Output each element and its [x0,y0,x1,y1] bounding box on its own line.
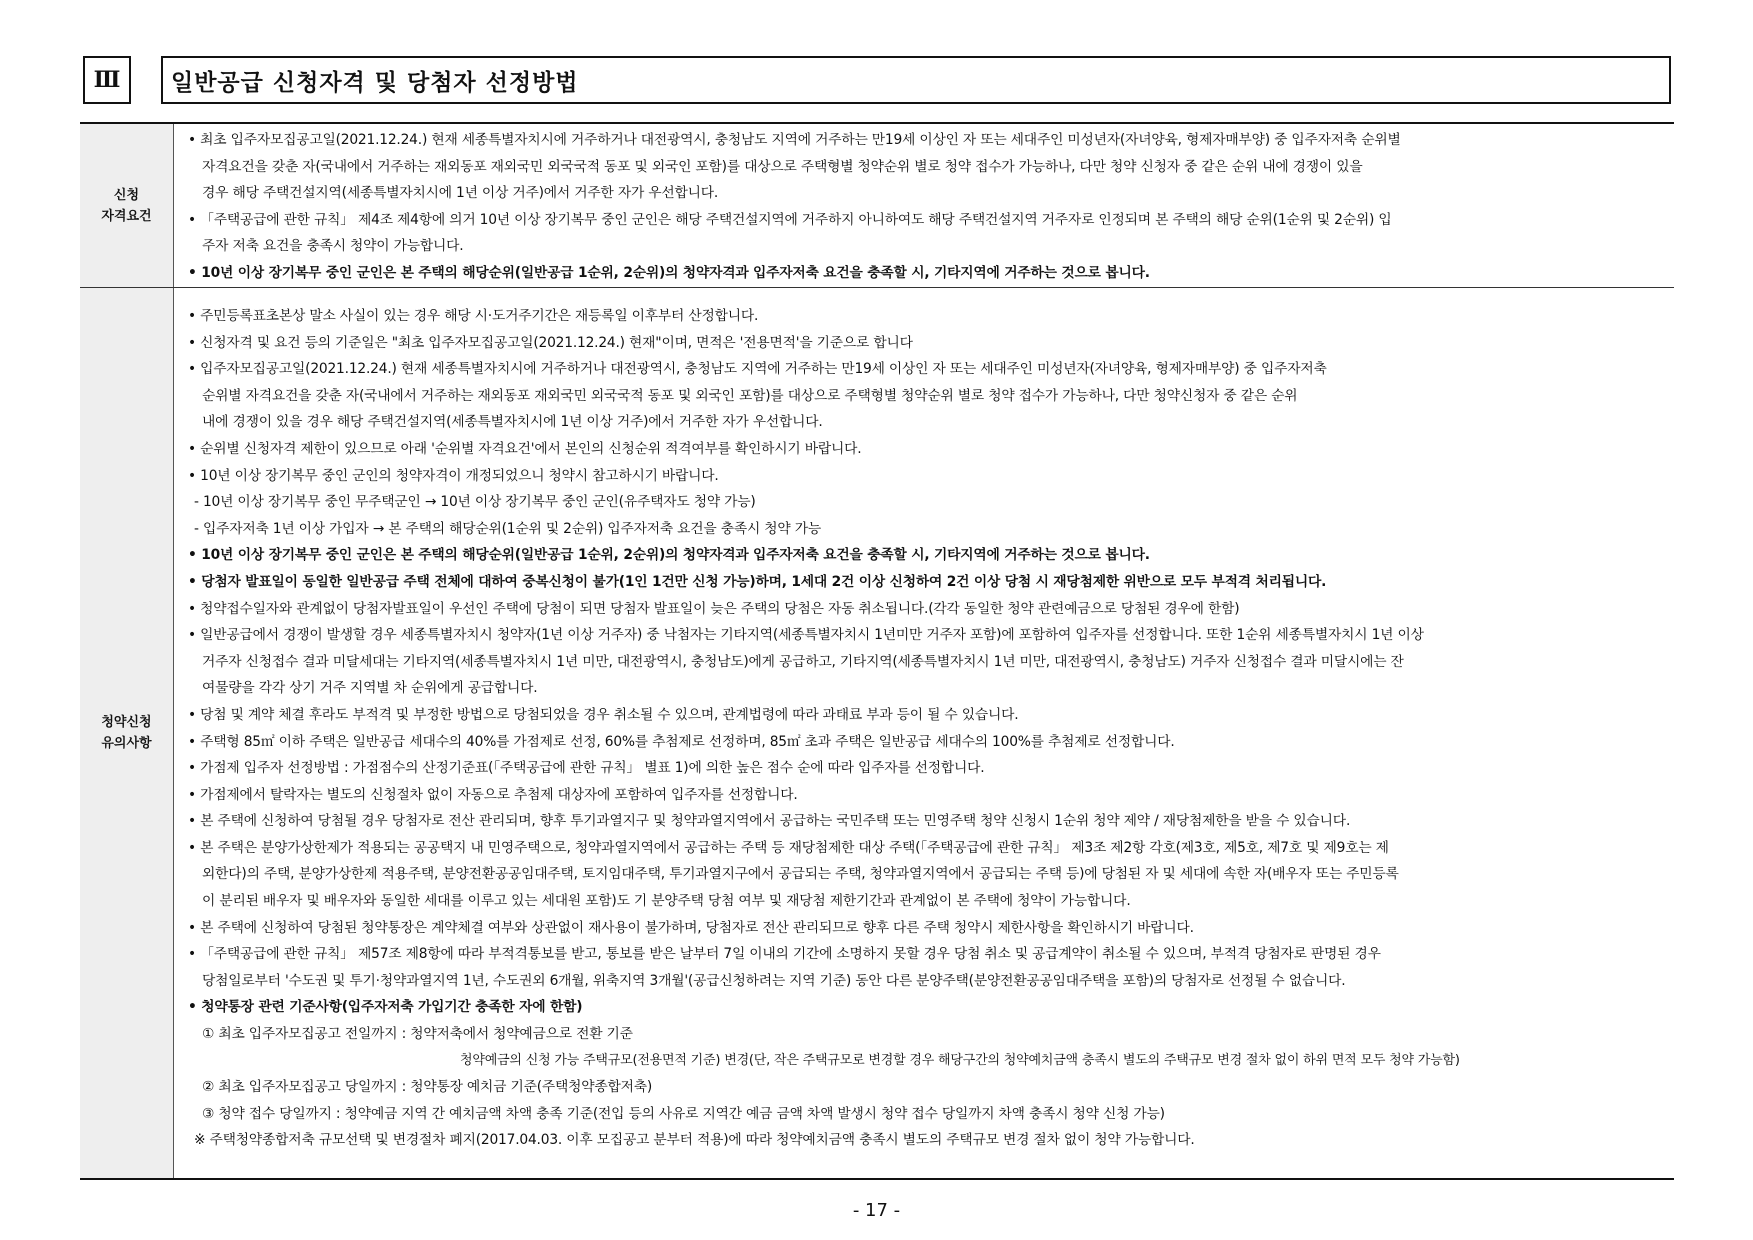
text-line: 당첨일로부터 '수도권 및 투기·청약과열지역 1년, 수도권외 6개월, 위축지역 3개월'(공급신청하려는 지역 기준) 동안 다른 분양주택(분양전환공공임대주택을 포함)의 당첨자로 선정될 수 없습니다. [202,972,1346,989]
text-line: • 본 주택에 신청하여 당첨될 경우 당첨자로 전산 관리되며, 향후 투기과열지구 및 청약과열지역에서 공급하는 국민주택 또는 민영주택 청약 신청시 1순위 청약 제약 / 재당첨제한을 받을 수 있습니다. [188,813,1351,830]
text-line-bold: • 청약통장 관련 기준사항(입주자저축 가입기간 충족한 자에 한함) [188,999,583,1016]
text-line-bold: • 당첨자 발표일이 동일한 일반공급 주택 전체에 대하여 중복신청이 불가(1인 1건만 신청 가능)하며, 1세대 2건 이상 신청하여 2건 이상 당첨 시 재당첨제한 위반으로 모두 부적격 처리됩니다. [188,573,1327,590]
text-line-bold: • 10년 이상 장기복무 중인 군인은 본 주택의 해당순위(일반공급 1순위, 2순위)의 청약자격과 입주자저축 요건을 충족할 시, 기타지역에 거주하는 것으로 봅니다. [188,547,1150,564]
text-line: ③ 청약 접수 당일까지 : 청약예금 지역 간 예치금액 차액 충족 기준(전입 등의 사유로 지역간 예금 금액 차액 발생시 청약 접수 당일까지 차액 충족시 청약 신청 가능) [202,1105,1165,1122]
text-line: • 순위별 신청자격 제한이 있으므로 아래 '순위별 자격요건'에서 본인의 신청순위 적격여부를 확인하시기 바랍니다. [188,440,862,457]
text-line: • 신청자격 및 요건 등의 기준일은 "최초 입주자모집공고일(2021.12.24.) 현재"이며, 면적은 '전용면적'을 기준으로 합니다 [188,334,913,351]
text-line: • 당첨 및 계약 체결 후라도 부적격 및 부정한 방법으로 당첨되었을 경우 취소될 수 있으며, 관계법령에 따라 과태료 부과 등이 될 수 있습니다. [188,706,1019,723]
label-line: 신청 [113,187,140,203]
text-line: 자격요건을 갖춘 자(국내에서 거주하는 재외동포 재외국민 외국국적 동포 및 외국인 포함)를 대상으로 주택형별 청약순위 별로 청약 접수가 가능하나, 다만 청약 신청자 중 같은 순위 내에 경쟁이 있을 [202,158,1363,175]
text-line: • 가점제 입주자 선정방법 : 가점점수의 산정기준표(「주택공급에 관한 규칙」 별표 1)에 의한 높은 점수 순에 따라 입주자를 선정합니다. [188,760,985,777]
text-line: • 입주자모집공고일(2021.12.24.) 현재 세종특별자치시에 거주하거나 대전광역시, 충청남도 지역에 거주하는 만19세 이상인 자 또는 세대주인 미성년자(자녀양육, 형제자매부양) 중 입주자저축 [188,361,1327,378]
text-line: - 10년 이상 장기복무 중인 무주택군인 → 10년 이상 장기복무 중인 군인(유주택자도 청약 가능) [194,494,756,511]
page-number: - 17 - [852,1200,901,1221]
table-top-rule [80,122,1674,124]
text-line-bold: • 10년 이상 장기복무 중인 군인은 본 주택의 해당순위(일반공급 1순위, 2순위)의 청약자격과 입주자저축 요건을 충족할 시, 기타지역에 거주하는 것으로 봅니다. [188,264,1150,281]
text-line: • 청약접수일자와 관계없이 당첨자발표일이 우선인 주택에 당첨이 되면 당첨자 발표일이 늦은 주택의 당첨은 자동 취소됩니다.(각각 동일한 청약 관련예금으로 당첨된 경우에 한함) [188,600,1240,617]
text-line: • 본 주택에 신청하여 당첨된 청약통장은 계약체결 여부와 상관없이 재사용이 불가하며, 당첨자로 전산 관리되므로 향후 다른 주택 청약시 제한사항을 확인하시기 바랍니다. [188,919,1194,936]
section-number: Ⅲ [83,56,131,104]
row-label-precautions [80,288,174,1178]
row-divider [80,287,1674,288]
text-line: 여물량을 각각 상기 거주 지역별 차 순위에게 공급합니다. [202,680,538,697]
text-line: 이 분리된 배우자 및 배우자와 동일한 세대를 이루고 있는 세대원 포함)도 기 분양주택 당첨 여부 및 재당첨 제한기간과 관계없이 본 주택에 청약이 가능합니다. [202,893,1131,910]
section-title: 일반공급 신청자격 및 당첨자 선정방법 [161,56,1671,104]
text-line: 순위별 자격요건을 갖춘 자(국내에서 거주하는 재외동포 재외국민 외국국적 동포 및 외국인 포함)를 대상으로 주택형별 청약순위 별로 청약 접수가 가능하나, 다만 청약신청자 중 같은 순위 [202,387,1298,404]
eligibility-content [188,127,1668,287]
text-line: 주자 저축 요건을 충족시 청약이 가능합니다. [202,238,464,255]
text-line: 외한다)의 주택, 분양가상한제 적용주택, 분양전환공공임대주택, 토지임대주택, 투기과열지구에서 공급되는 주택, 청약과열지역에서 공급되는 주택 등)에 당첨된 자 및 세대에 속한 자(배우자 또는 주민등록 [202,866,1399,883]
text-line: • 가점제에서 탈락자는 별도의 신청절차 없이 자동으로 추첨제 대상자에 포함하여 입주자를 선정합니다. [188,786,798,803]
text-line: 거주자 신청접수 결과 미달세대는 기타지역(세종특별자치시 1년 미만, 대전광역시, 충청남도)에게 공급하고, 기타지역(세종특별자치시 1년 미만, 대전광역시, 충청남도) 거주자 신청접수 결과 미달시에는 잔 [202,653,1404,670]
text-line: 경우 해당 주택건설지역(세종특별자치시에 1년 이상 거주)에서 거주한 자가 우선합니다. [202,185,719,202]
label-line: 자격요건 [101,208,152,224]
text-line: • 본 주택은 분양가상한제가 적용되는 공공택지 내 민영주택으로, 청약과열지역에서 공급하는 주택 등 재당첨제한 대상 주택(「주택공급에 관한 규칙」 제3조 제2항 각호(제3호, 제5호, 제7호 및 제9호는 제 [188,839,1389,856]
text-line: - 입주자저축 1년 이상 가입자 → 본 주택의 해당순위(1순위 및 2순위) 입주자저축 요건을 충족시 청약 가능 [194,520,822,537]
text-line: ※ 주택청약종합저축 규모선택 및 변경절차 폐지(2017.04.03. 이후 모집공고 분부터 적용)에 따라 청약예치금액 충족시 별도의 주택규모 변경 절차 없이 청약 가능합니다. [194,1132,1195,1149]
text-line: 내에 경쟁이 있을 경우 해당 주택건설지역(세종특별자치시에 1년 이상 거주)에서 거주한 자가 우선합니다. [202,414,823,431]
row-label-eligibility [80,124,174,287]
text-line: ① 최초 입주자모집공고 전일까지 : 청약저축에서 청약예금으로 전환 기준 [202,1026,633,1043]
text-line: • 10년 이상 장기복무 중인 군인의 청약자격이 개정되었으니 청약시 참고하시기 바랍니다. [188,467,719,484]
text-line: • 일반공급에서 경쟁이 발생할 경우 세종특별자치시 청약자(1년 이상 거주자) 중 낙첨자는 기타지역(세종특별자치시 1년미만 거주자 포함)에 포함하여 입주자를 선정합니다. 또한 1순위 세종특별자치시 1년 이상 [188,627,1424,644]
text-line: • 최초 입주자모집공고일(2021.12.24.) 현재 세종특별자치시에 거주하거나 대전광역시, 충청남도 지역에 거주하는 만19세 이상인 자 또는 세대주인 미성년자(자녀양육, 형제자매부양) 중 입주자저축 순위별 [188,132,1401,148]
text-line: • 「주택공급에 관한 규칙」 제4조 제4항에 의거 10년 이상 장기복무 중인 군인은 해당 주택건설지역에 거주하지 아니하여도 해당 주택건설지역 거주자로 인정되며 본 주택의 해당 순위(1순위 및 2순위) 입 [188,211,1392,228]
text-line: • 「주택공급에 관한 규칙」 제57조 제8항에 따라 부적격통보를 받고, 통보를 받은 날부터 7일 이내의 기간에 소명하지 못할 경우 당첨 취소 및 공급계약이 취소될 수 있으며, 부적격 당첨자로 판명된 경우 [188,946,1381,963]
text-line: 청약예금의 신청 가능 주택규모(전용면적 기준) 변경(단, 작은 주택규모로 변경할 경우 해당구간의 청약예치금액 충족시 별도의 주택규모 변경 절차 없이 하위 면적 모두 청약 가능함) [460,1052,1460,1068]
text-line: ② 최초 입주자모집공고 당일까지 : 청약통장 예치금 기준(주택청약종합저축) [202,1079,653,1096]
label-line: 유의사항 [101,736,152,751]
text-line: • 주택형 85㎡ 이하 주택은 일반공급 세대수의 40%를 가점제로 선정, 60%를 추첨제로 선정하며, 85㎡ 초과 주택은 일반공급 세대수의 100%를 추첨제로 선정합니다. [188,733,1175,750]
precautions-content [188,303,1668,1154]
label-line: 청약신청 [101,715,152,730]
table-bottom-rule [80,1178,1674,1180]
text-line: • 주민등록표초본상 말소 사실이 있는 경우 해당 시·도거주기간은 재등록일 이후부터 산정합니다. [188,308,759,324]
